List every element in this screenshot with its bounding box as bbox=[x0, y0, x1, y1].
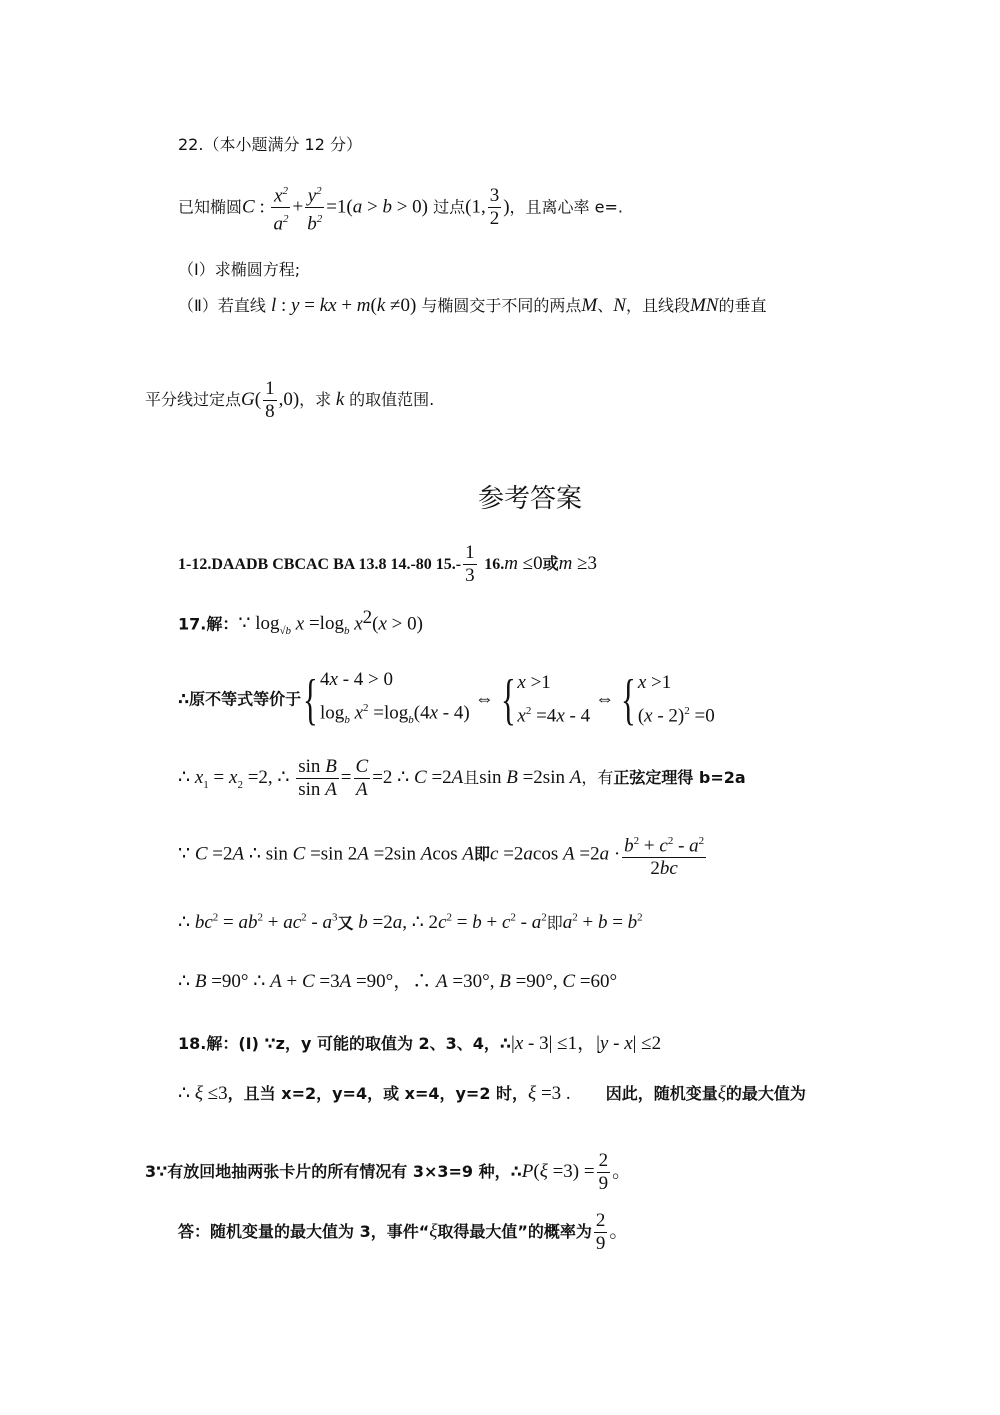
q22-part2: （Ⅱ）若直线 l : y = kx + m(k ≠0) 与椭圆交于不同的两点M、N，且线段MN的垂直 bbox=[178, 295, 767, 316]
q22-statement: 已知椭圆C : $\frac{x^2}{a^2}$ + $\frac{y^2}{b^2}$ =1(a > b > 0) 过点(1, $\frac{3}{2}$ )，且离心率 e=. bbox=[178, 180, 623, 236]
answers-title: 参考答案 bbox=[477, 484, 582, 514]
answers-line1: 1-12.DAADB CBCAC BA 13.8 14.-80 15.- $\frac{1}{3}$ 16.m ≤0或m ≥3 bbox=[178, 542, 598, 586]
q18-answer: 答：随机变量的最大值为 3，事件“ξ取得最大值”的概率为 $\frac{2}{9}$ 。 bbox=[178, 1210, 629, 1254]
q17-line3: ∴ $x_1 = x_2 =2$, ∴ $\frac{\text{sin B}}{\text{sin A}}$ = $\frac{C}{A}$ =2 ∴ C =2A且sin B =2sin A，有正弦定理得 b=2a bbox=[178, 756, 746, 800]
q22-part2-cont: 平分线过定点G( $\frac{1}{8}$ ,0)，求 k 的取值范围. bbox=[145, 378, 435, 422]
q18-line3: 3∵有放回地抽两张卡片的所有情况有 3×3=9 种，∴P(ξ =3) = $\frac{2}{9}$ 。 bbox=[145, 1150, 632, 1194]
q17-line1: 17.解：∵ $\log_{√b} x =\log_b$ $x^2(x > 0)$ bbox=[178, 607, 423, 638]
q18-line1: 18.解：(I) ∵z，y 可能的取值为 2、3、4，∴|x - 3| ≤1，|y - x| ≤2 bbox=[178, 1033, 662, 1054]
q18-line2: ∴ ξ ≤3，且当 x=2，y=4，或 x=4，y=2 时，ξ =3 . 因此，随机变量ξ的最大值为 bbox=[178, 1083, 806, 1104]
q22-part1: （Ⅰ）求椭圆方程; bbox=[178, 260, 301, 279]
q17-line2: ∴原不等式等价于{ 4x - 4 > 0 $\log_b x^2 =\log_b(4x - 4)$ ⇔ { x >1 $x^2 =4x - 4$ ⇔ { x >1 (x - 2)$^2$ =0 bbox=[178, 669, 715, 732]
q17-line5: ∴ $bc^2 = ab^2 + ac^2 - a^3$又 b =2a, ∴ $2c^2 = b + c^2 - a^2$即$a^2 + b = b^2$ bbox=[178, 912, 643, 934]
q17-line6: ∴ B =90° ∴ A + C =3A =90°，∴ A =30°, B =90°, C =60° bbox=[178, 971, 618, 992]
q22-header: 22.（本小题满分 12 分） bbox=[178, 135, 362, 154]
q17-line4: ∵ C =2A ∴ sin C =sin 2A =2sin Acos A即c =2acos A =2a · $\frac{b^2 + c^2 - a^2}{2bc}$ bbox=[178, 830, 708, 880]
